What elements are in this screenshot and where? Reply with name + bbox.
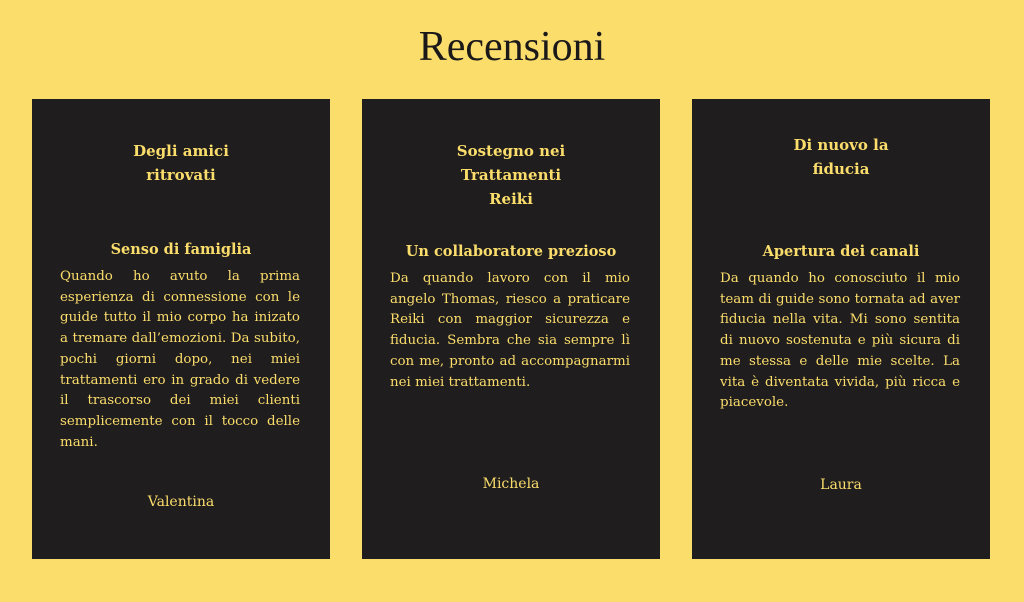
- review-body: Da quando lavoro con il mio angelo Thomas, riesco a praticare Reiki con maggior sicurezza e fiducia. Sembra che sia sempre lì con me, pronto ad accompagnarmi nei miei trattamenti.: [390, 271, 630, 390]
- review-subheading: Senso di famiglia: [110, 241, 252, 258]
- review-heading: Di nuovo la fiducia: [793, 136, 889, 178]
- review-author: Michela: [482, 476, 540, 492]
- review-heading: Degli amici ritrovati: [133, 142, 229, 184]
- review-author: Valentina: [147, 494, 215, 510]
- review-card-michela: [362, 99, 660, 559]
- review-author: Laura: [820, 477, 862, 493]
- review-card-valentina: [32, 99, 330, 559]
- review-card-laura: [692, 99, 990, 559]
- review-subheading: Un collaboratore prezioso: [405, 243, 617, 260]
- page-title: Recensioni: [418, 24, 606, 70]
- review-subheading: Apertura dei canali: [762, 243, 920, 260]
- review-body: Quando ho avuto la prima esperienza di connessione con le guide tutto il mio corpo ha inizato a tremare dall’emozioni. Da subito, pochi giorni dopo, nei miei trattamenti ero in grado di vedere il trascorso dei miei clienti semplicemente con il tocco delle mani.: [60, 269, 300, 450]
- review-body: Da quando ho conosciuto il mio team di guide sono tornata ad aver fiducia nella vita. Mi sono sentita di nuovo sostenuta e più sicura di me stessa e delle mie scelte. La vita è diventata vivida, più ricca e piacevole.: [720, 271, 960, 411]
- review-heading: Sostegno nei Trattamenti Reiki: [456, 142, 566, 208]
